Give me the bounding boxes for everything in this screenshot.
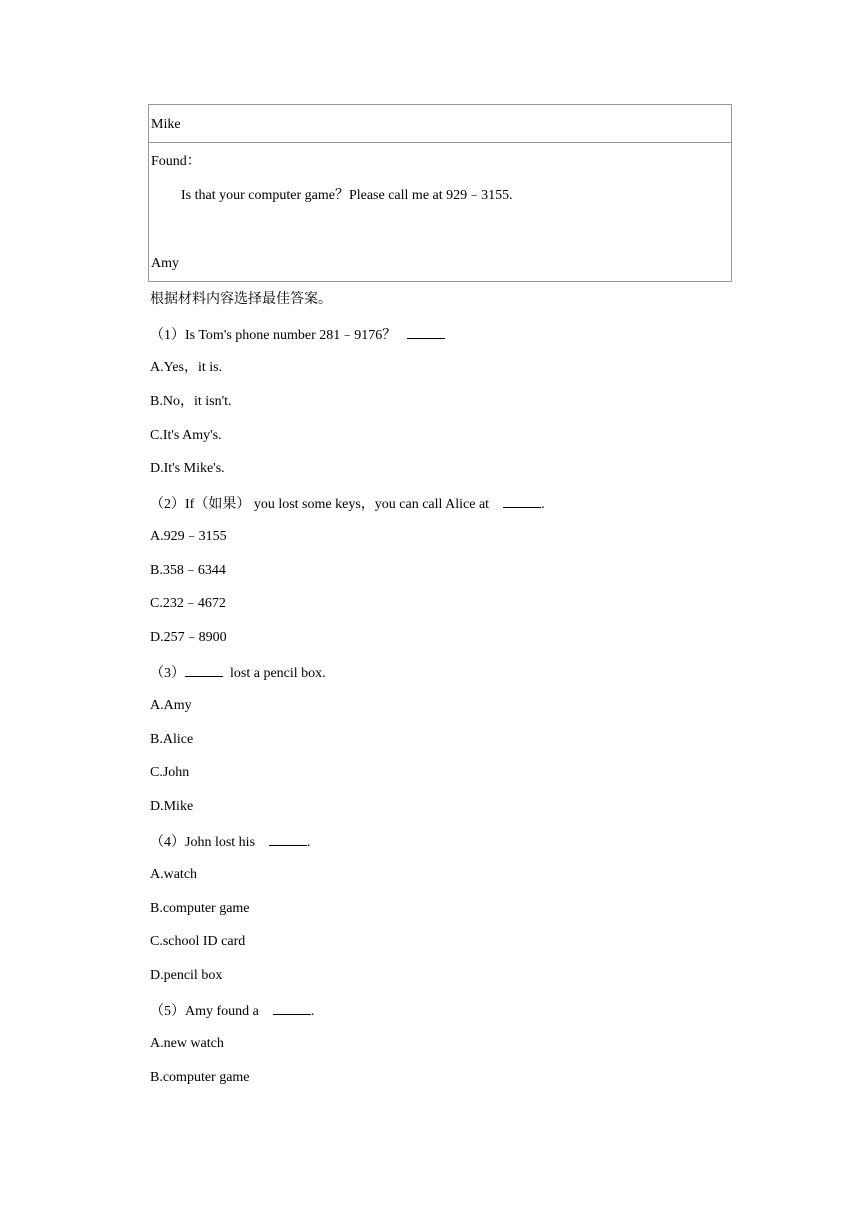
answer-blank-5: [273, 1002, 311, 1015]
question-3-text: （3）: [150, 666, 185, 681]
found-text: Is that your computer game？Please call me at 929﹣3155.: [181, 188, 513, 203]
answer-blank-2: [503, 495, 541, 508]
option-1b: B.No，it isn't.: [150, 394, 232, 409]
option-3d: D.Mike: [150, 799, 194, 814]
option-3b: B.Alice: [150, 732, 194, 747]
question-5: [150, 1002, 314, 1020]
question-4: [150, 833, 311, 851]
option-4b: B.computer game: [150, 901, 250, 916]
answer-blank-1: [407, 326, 445, 339]
question-3-suffix: lost a pencil box.: [230, 666, 326, 681]
question-2-text: （2）If（如果） you lost some keys，you can call Alice at: [150, 497, 490, 512]
notice-cell-mike: [149, 105, 732, 143]
option-3c: C.John: [150, 765, 190, 780]
question-2: [150, 495, 545, 513]
option-1a: A.Yes，it is.: [150, 360, 223, 375]
notice-table: [148, 104, 732, 282]
option-4c: C.school ID card: [150, 934, 246, 949]
option-2a: A.929﹣3155: [150, 529, 227, 544]
question-4-suffix: .: [307, 835, 311, 850]
option-5b: B.computer game: [150, 1070, 250, 1085]
question-5-text: （5）Amy found a: [150, 1004, 259, 1019]
option-3a: A.Amy: [150, 698, 192, 713]
question-3: [150, 664, 326, 682]
answer-blank-3: [185, 664, 223, 677]
question-1-text: （1）Is Tom's phone number 281﹣9176？: [150, 328, 397, 343]
option-2d: D.257﹣8900: [150, 630, 227, 645]
option-5a: A.new watch: [150, 1036, 224, 1051]
instruction-text: 根据材料内容选择最佳答案。: [150, 292, 332, 307]
question-5-suffix: .: [310, 1004, 315, 1019]
option-2b: B.358﹣6344: [150, 563, 226, 578]
option-1c: C.It's Amy's.: [150, 428, 222, 443]
option-4d: D.pencil box: [150, 968, 223, 983]
answer-blank-4: [269, 833, 307, 846]
question-4-text: （4）John lost his: [150, 835, 256, 850]
found-title: Found：: [151, 154, 201, 169]
option-4a: A.watch: [150, 867, 198, 882]
question-1: [150, 326, 445, 344]
found-signature: Amy: [151, 256, 179, 271]
question-2-suffix: .: [541, 497, 545, 512]
mike-label: Mike: [151, 117, 181, 132]
option-2c: C.232﹣4672: [150, 596, 226, 611]
notice-cell-found: [149, 143, 732, 282]
option-1d: D.It's Mike's.: [150, 461, 225, 476]
